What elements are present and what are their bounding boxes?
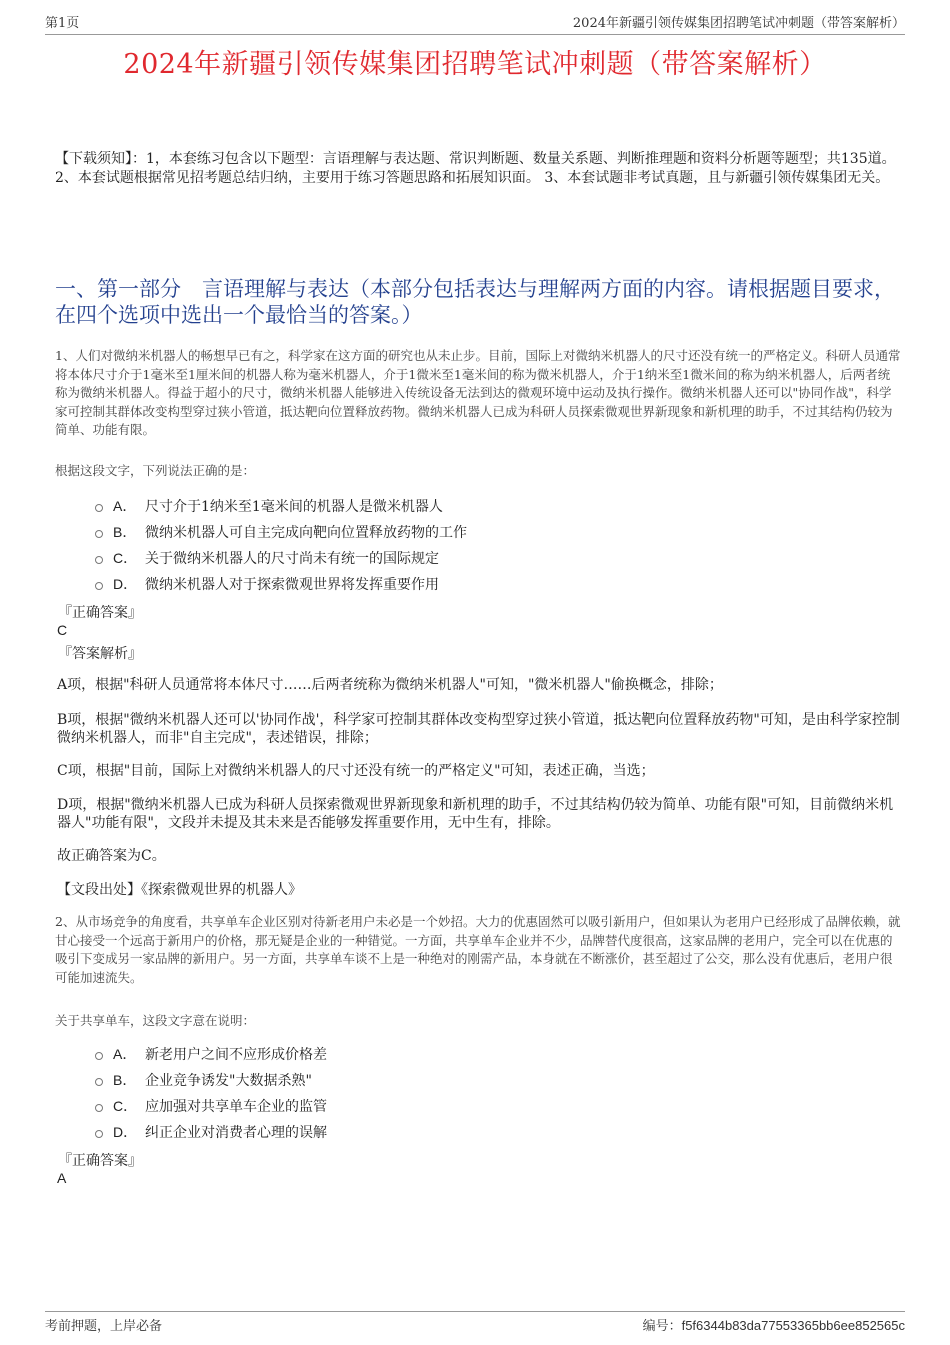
- question-1-options: [95, 493, 467, 597]
- page-footer: [45, 1311, 905, 1334]
- option-letter: D．: [113, 1124, 138, 1140]
- answer-label: 『正确答案』: [58, 605, 142, 621]
- analysis-a: A项，根据"科研人员通常将本体尺寸……后两者统称为微纳米机器人"可知，"微米机器人"偷换概念，排除；: [57, 677, 723, 693]
- footer-code-label: 编号：: [642, 1319, 682, 1334]
- radio-icon[interactable]: [95, 582, 103, 590]
- question-2-prompt: 关于共享单车，这段文字意在说明：: [55, 1013, 256, 1028]
- option-text: 新老用户之间不应形成价格差: [145, 1047, 327, 1063]
- option-text: 应加强对共享单车企业的监管: [145, 1099, 327, 1115]
- answer-label: 『正确答案』: [58, 1153, 142, 1169]
- footer-code-value: f5f6344b83da77553365bb6ee852565c: [681, 1318, 905, 1333]
- option-text: 纠正企业对消费者心理的误解: [145, 1125, 327, 1141]
- question-2-stem: 2、从市场竞争的角度看，共享单车企业区别对待新老用户未必是一个妙招。大力的优惠固然可以吸引新用户，但如果认为老用户已经形成了品牌依赖，就甘心接受一个远高于新用户的价格，那无疑是企业的一种错觉。一方面，共享单车企业并不少，品牌替代度很高，这家品牌的老用户，完全可以在优惠的吸引下变成另一家品牌的新用户。另一方面，共享单车谈不上是一种绝对的刚需产品，本身就在不断涨价，甚至超过了公交，那么没有优惠后，老用户很可能加速流失。: [55, 914, 901, 985]
- option-b[interactable]: [95, 1067, 327, 1093]
- text-source: 【文段出处】《探索微观世界的机器人》: [57, 882, 302, 898]
- answer-value: A: [57, 1170, 67, 1186]
- radio-icon[interactable]: [95, 1104, 103, 1112]
- analysis-b: B项，根据"微纳米机器人还可以'协同作战'，科学家可控制其群体改变构型穿过狭小管道，抵达靶向位置释放药物"可知，是由科学家控制微纳米机器人，而非"自主完成"，表述错误，排除；: [57, 712, 900, 746]
- radio-icon[interactable]: [95, 530, 103, 538]
- option-letter: B．: [113, 524, 137, 540]
- option-text: 尺寸介于1纳米至1毫米间的机器人是微米机器人: [145, 499, 443, 515]
- option-d[interactable]: [95, 571, 467, 597]
- option-a[interactable]: [95, 1041, 327, 1067]
- radio-icon[interactable]: [95, 1078, 103, 1086]
- option-letter: B．: [113, 1072, 137, 1088]
- analysis-c: C项，根据"目前，国际上对微纳米机器人的尺寸还没有统一的严格定义"可知，表述正确，当选；: [57, 763, 655, 779]
- analysis-conclusion: 故正确答案为C。: [57, 848, 166, 864]
- page-number: 第1页: [45, 16, 80, 31]
- question-2-options: [95, 1041, 327, 1145]
- document-title: 2024年新疆引领传媒集团招聘笔试冲刺题（带答案解析）: [123, 49, 827, 80]
- option-text: 企业竞争诱发"大数据杀熟": [145, 1073, 312, 1089]
- analysis-d: D项，根据"微纳米机器人已成为科研人员探索微观世界新现象和新机理的助手，不过其结构仍较为简单、功能有限"可知，目前微纳米机器人"功能有限"，文段并未提及其未来是否能够发挥重要作用，无中生有，排除。: [57, 797, 894, 831]
- option-a[interactable]: [95, 493, 467, 519]
- option-letter: A．: [113, 498, 137, 514]
- download-notice: 【下载须知】：1，本套练习包含以下题型：言语理解与表达题、常识判断题、数量关系题、判断推理题和资料分析题等题型；共135道。 2、本套试题根据常见招考题总结归纳，主要用于练习答题思路和拓展知识面。 3、本套试题非考试真题，且与新疆引领传媒集团无关。: [55, 151, 896, 186]
- page-header: [45, 12, 905, 35]
- radio-icon[interactable]: [95, 556, 103, 564]
- radio-icon[interactable]: [95, 1052, 103, 1060]
- option-text: 微纳米机器人可自主完成向靶向位置释放药物的工作: [145, 525, 467, 541]
- header-doc-title: 2024年新疆引领传媒集团招聘笔试冲刺题（带答案解析）: [572, 16, 905, 31]
- question-1-prompt: 根据这段文字，下列说法正确的是：: [55, 463, 256, 478]
- footer-slogan: 考前押题，上岸必备: [45, 1319, 163, 1334]
- question-1-stem: 1、人们对微纳米机器人的畅想早已有之，科学家在这方面的研究也从未止步。目前，国际上对微纳米机器人的尺寸还没有统一的严格定义。科研人员通常将本体尺寸介于1毫米至1厘米间的机器人称为毫米机器人，介于1微米至1毫米间的称为微米机器人，介于1纳米至1微米间的称为纳米机器人，后两者统称为微纳米机器人。得益于超小的尺寸，微纳米机器人能够进入传统设备无法到达的微观环境中运动及执行操作。微纳米机器人还可以"协同作战"，科学家可控制其群体改变构型穿过狭小管道，抵达靶向位置释放药物。微纳米机器人已成为科研人员探索微观世界新现象和新机理的助手，不过其结构仍较为简单、功能有限。: [55, 348, 901, 437]
- footer-code: [643, 1315, 905, 1334]
- answer-value: C: [57, 622, 68, 638]
- option-d[interactable]: [95, 1119, 327, 1145]
- option-text: 微纳米机器人对于探索微观世界将发挥重要作用: [145, 577, 439, 593]
- option-b[interactable]: [95, 519, 467, 545]
- section-heading: 一、第一部分 言语理解与表达（本部分包括表达与理解两方面的内容。请根据题目要求，在四个选项中选出一个最恰当的答案。）: [55, 277, 895, 327]
- option-c[interactable]: [95, 545, 467, 571]
- option-c[interactable]: [95, 1093, 327, 1119]
- radio-icon[interactable]: [95, 1130, 103, 1138]
- option-letter: C．: [113, 550, 138, 566]
- radio-icon[interactable]: [95, 504, 103, 512]
- option-letter: C．: [113, 1098, 138, 1114]
- option-letter: A．: [113, 1046, 137, 1062]
- option-text: 关于微纳米机器人的尺寸尚未有统一的国际规定: [145, 551, 439, 567]
- option-letter: D．: [113, 576, 138, 592]
- analysis-label: 『答案解析』: [58, 646, 142, 662]
